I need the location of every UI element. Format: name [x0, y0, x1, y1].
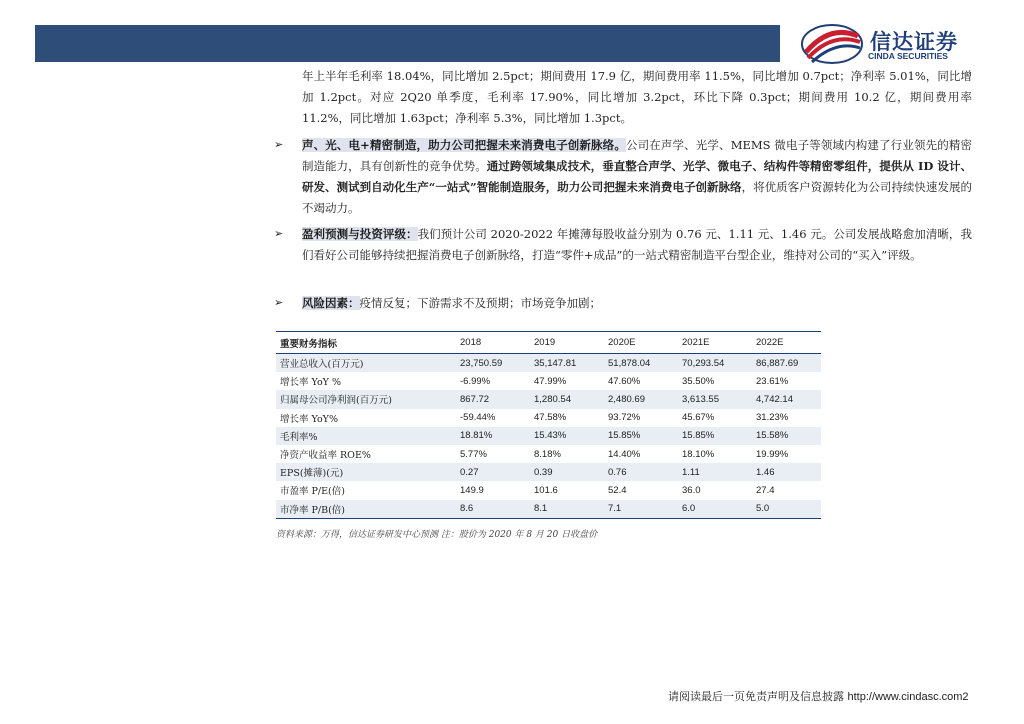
table-row-label: 增长率 YoY%	[276, 409, 456, 427]
table-row-label: EPS(摊薄)(元)	[276, 463, 456, 481]
logo-main-text: 信达证券	[870, 30, 958, 54]
table-cell: 45.67%	[678, 409, 752, 427]
paragraph-manufacturing	[302, 135, 972, 219]
table-cell: 5.77%	[456, 445, 530, 463]
table-cell: 47.58%	[530, 409, 604, 427]
table-header-cell: 2021E	[678, 332, 752, 354]
risk-text: 疫情反复；下游需求不及预期；市场竞争加剧；	[359, 296, 601, 310]
cinda-logo-icon	[800, 22, 864, 66]
table-cell: 5.0	[752, 500, 821, 519]
table-cell: 47.99%	[530, 372, 604, 390]
paragraph-risk	[302, 293, 972, 314]
table-cell: 35.50%	[678, 372, 752, 390]
table-cell: 6.0	[678, 500, 752, 519]
cinda-logo	[800, 22, 980, 66]
table-cell: 31.23%	[752, 409, 821, 427]
table-cell: 52.4	[604, 481, 678, 499]
table-cell: 7.1	[604, 500, 678, 519]
table-cell: 15.85%	[678, 427, 752, 445]
table-row	[276, 409, 821, 427]
table-cell: 15.85%	[604, 427, 678, 445]
footer-url-link[interactable]: http://www.cindasc.com2	[847, 691, 969, 703]
table-header-cell: 重要财务指标	[276, 332, 456, 354]
table-header-cell: 2020E	[604, 332, 678, 354]
table-cell: 70,293.54	[678, 354, 752, 373]
table-row	[276, 390, 821, 408]
bullet-arrow-icon: ➢	[274, 138, 284, 151]
table-row-label: 增长率 YoY %	[276, 372, 456, 390]
table-row-label: 营业总收入(百万元)	[276, 354, 456, 373]
table-row-label: 归属母公司净利润(百万元)	[276, 390, 456, 408]
header-bar	[35, 25, 780, 62]
table-header-cell: 2018	[456, 332, 530, 354]
table-cell: -6.99%	[456, 372, 530, 390]
table-row	[276, 463, 821, 481]
table-cell: 1,280.54	[530, 390, 604, 408]
financial-table	[276, 331, 821, 519]
table-cell: 1.46	[752, 463, 821, 481]
table-cell: 2,480.69	[604, 390, 678, 408]
table-cell: 93.72%	[604, 409, 678, 427]
table-cell: 0.27	[456, 463, 530, 481]
table-row-label: 净资产收益率 ROE%	[276, 445, 456, 463]
table-cell: 47.60%	[604, 372, 678, 390]
manufacturing-heading: 声、光、电+精密制造，助力公司把握未来消费电子创新脉络。	[302, 138, 626, 152]
table-cell: -59.44%	[456, 409, 530, 427]
table-cell: 18.10%	[678, 445, 752, 463]
page-footer	[668, 688, 969, 704]
table-cell: 15.43%	[530, 427, 604, 445]
table-row	[276, 445, 821, 463]
table-cell: 0.76	[604, 463, 678, 481]
table-header-cell: 2019	[530, 332, 604, 354]
bullet-arrow-icon: ➢	[274, 296, 284, 309]
table-cell: 19.99%	[752, 445, 821, 463]
table-cell: 3,613.55	[678, 390, 752, 408]
table-cell: 0.39	[530, 463, 604, 481]
table-cell: 18.81%	[456, 427, 530, 445]
paragraph-financials: 年上半年毛利率 18.04%，同比增加 2.5pct；期间费用 17.9 亿，期间费用率 11.5%，同比增加 0.7pct；净利率 5.01%，同比增加 1.2pct。对应 2Q20 单季度，毛利率 17.90%，同比增加 3.2pct，环比下降 0.3pct；期间费用 10.2 亿，期间费用率 11.2%，同比增加 1.63pct；净利率 5.3%，同比增加 1.3pct。	[302, 69, 972, 125]
table-source-note: 资料来源：万得，信达证券研发中心预测 注：股价为 2020 年 8 月 20 日收盘价	[276, 530, 598, 540]
table-cell: 1.11	[678, 463, 752, 481]
table-cell: 27.4	[752, 481, 821, 499]
table-cell: 14.40%	[604, 445, 678, 463]
table-cell: 15.58%	[752, 427, 821, 445]
table-cell: 8.1	[530, 500, 604, 519]
table-row	[276, 481, 821, 499]
table-cell: 36.0	[678, 481, 752, 499]
bullet-arrow-icon: ➢	[274, 227, 284, 240]
manufacturing-bold-text: 通过跨领域集成技术，垂直整合声学、光学、微电子、结构件等精密零组件，提供从 ID 设计、研发、测试到自动化生产“一站式”智能制造服务，助力公司把握未来消费电子创新脉络	[302, 159, 973, 194]
table-row-label: 毛利率%	[276, 427, 456, 445]
table-cell: 23,750.59	[456, 354, 530, 373]
risk-heading: 风险因素：	[302, 296, 360, 310]
table-header-cell: 2022E	[752, 332, 821, 354]
table-row-label: 市净率 P/B(倍)	[276, 500, 456, 519]
paragraph-forecast	[302, 224, 972, 266]
table-cell: 23.61%	[752, 372, 821, 390]
table-cell: 149.9	[456, 481, 530, 499]
forecast-heading: 盈利预测与投资评级：	[302, 227, 418, 241]
table-cell: 8.18%	[530, 445, 604, 463]
logo-sub-text: CINDA SECURITIES	[868, 51, 948, 61]
footer-disclaimer-link[interactable]: 请阅读最后一页免责声明及信息披露	[668, 690, 848, 703]
table-row-label: 市盈率 P/E(倍)	[276, 481, 456, 499]
table-header-row	[276, 332, 821, 354]
table-cell: 4,742.14	[752, 390, 821, 408]
table-row	[276, 372, 821, 390]
forecast-text: 我们预计公司 2020-2022 年摊薄每股收益分别为 0.76 元、1.11 元、1.46 元。公司发展战略愈加清晰，我们看好公司能够持续把握消费电子创新脉络，打造“零件+成品”的一站式精密制造平台型企业，维持对公司的“买入”评级。	[302, 227, 972, 262]
table-row	[276, 427, 821, 445]
table-cell: 51,878.04	[604, 354, 678, 373]
table-cell: 8.6	[456, 500, 530, 519]
table-cell: 35,147.81	[530, 354, 604, 373]
manufacturing-text-1: 公司在声学、光学、MEMS 微电子等领域内构建了行业领先的精密制造能力，具有创新性的竞争优势。	[302, 138, 972, 173]
table-row	[276, 500, 821, 519]
manufacturing-text-2: ，将优质客户资源转化为公司持续快速发展的不竭动力。	[302, 180, 972, 215]
table-cell: 101.6	[530, 481, 604, 499]
table-cell: 867.72	[456, 390, 530, 408]
table-cell: 86,887.69	[752, 354, 821, 373]
table-row	[276, 354, 821, 373]
